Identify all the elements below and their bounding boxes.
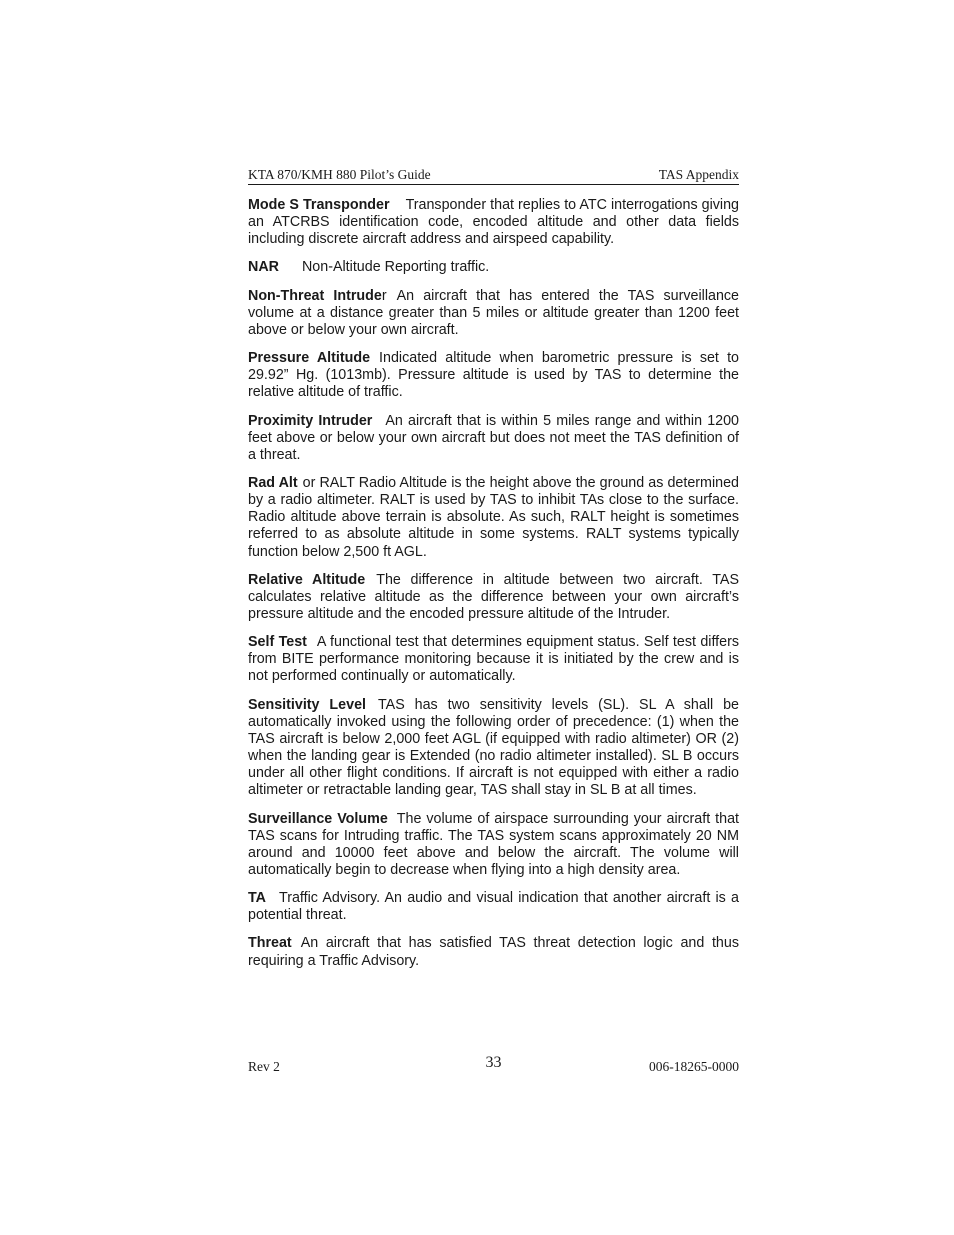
glossary-entry-threat xyxy=(248,935,739,969)
glossary-definition: Transponder that replies to ATC interrogations giving an ATCRBS identification code, encoded altitude and other data fields including discrete aircraft address and airspeed capability. xyxy=(248,197,739,248)
glossary-definition: Non-Altitude Reporting traffic. xyxy=(301,259,490,276)
glossary-term: Relative Altitude xyxy=(248,571,366,588)
glossary-term: NAR xyxy=(248,259,279,276)
glossary-entry-non-threat-intruder xyxy=(248,288,739,339)
glossary-term: Mode S Transponder xyxy=(248,197,390,213)
document-page xyxy=(248,0,739,1235)
glossary-term-tail: r xyxy=(381,287,387,304)
page-footer xyxy=(248,1054,739,1078)
page-number: 33 xyxy=(485,1054,502,1071)
glossary-entry-mode-s-transponder xyxy=(248,197,739,248)
glossary-term: Self Test xyxy=(248,634,307,651)
glossary-definition: An aircraft that has entered the TAS surveillance volume at a distance greater than 5 miles or altitude greater than 1200 feet above or below your own aircraft. xyxy=(248,287,739,338)
glossary-term: Surveillance Volume xyxy=(248,810,388,827)
document-number: 006-18265-0000 xyxy=(649,1059,739,1074)
glossary-body xyxy=(248,197,739,981)
glossary-definition: TAS has two sensitivity levels (SL). SL A shall be automatically invoked using the following order of precedence: (1) when the TAS aircraft is below 2,000 feet AGL (if equipped with radio altimeter) OR (2) when the landing gear is Extended (no radio altimeter installed). SL B occurs under all other flight conditions. If aircraft is not equipped with either a radio altimeter or retractable landing gear, TAS shall stay in SL B at all times. xyxy=(248,696,740,799)
glossary-entry-nar xyxy=(248,259,739,276)
glossary-term: TA xyxy=(248,890,266,907)
glossary-term: Threat xyxy=(248,935,292,952)
glossary-definition: Indicated altitude when barometric pressure is set to 29.92” Hg. (1013mb). Pressure altitude is used by TAS to determine the relative altitude of traffic. xyxy=(248,350,739,401)
glossary-entry-proximity-intruder xyxy=(248,413,739,464)
glossary-definition: An aircraft that is within 5 miles range and within 1200 feet above or below your own aircraft but does not meet the TAS definition of a threat. xyxy=(248,412,740,463)
glossary-definition: An aircraft that has satisfied TAS threat detection logic and thus requiring a Traffic Advisory. xyxy=(248,935,739,969)
glossary-term: Rad Alt xyxy=(248,475,298,492)
glossary-definition: The difference in altitude between two aircraft. TAS calculates relative altitude as the difference between your own aircraft’s pressure altitude and the encoded pressure altitude of the Intruder. xyxy=(248,571,739,622)
glossary-entry-rad-alt xyxy=(248,475,739,560)
glossary-entry-ta xyxy=(248,890,739,924)
glossary-entry-relative-altitude xyxy=(248,572,739,623)
glossary-entry-surveillance-volume xyxy=(248,811,739,879)
glossary-definition: Traffic Advisory. An audio and visual indication that another aircraft is a potential threat. xyxy=(248,890,739,924)
glossary-entry-self-test xyxy=(248,634,739,685)
glossary-entry-pressure-altitude xyxy=(248,350,739,401)
glossary-term: Non-Threat Intrude xyxy=(248,287,382,304)
glossary-definition: or RALT Radio Altitude is the height above the ground as determined by a radio altimeter. RALT is used by TAS to inhibit TAs close to the surface. Radio altitude above terrain is absolute. As such, RALT height is sometimes referred to as absolute altitude in some systems. RALT systems typically function below 2,500 ft AGL. xyxy=(248,475,739,560)
header-section: TAS Appendix xyxy=(658,167,739,182)
revision-label: Rev 2 xyxy=(248,1059,280,1074)
glossary-term: Sensitivity Level xyxy=(248,696,366,713)
glossary-entry-sensitivity-level xyxy=(248,697,739,800)
glossary-term: Pressure Altitude xyxy=(248,350,371,367)
glossary-definition: A functional test that determines equipment status. Self test differs from BITE performance monitoring because it is initiated by the crew and is not performed continually or automatically. xyxy=(248,634,739,685)
glossary-definition: The volume of airspace surrounding your aircraft that TAS scans for Intruding traffic. The TAS system scans approximately 20 NM around and 10000 feet above and below the aircraft. The volume will automatically begin to decrease when flying into a high density area. xyxy=(248,810,739,878)
glossary-term: Proximity Intruder xyxy=(248,412,373,429)
header-title: KTA 870/KMH 880 Pilot’s Guide xyxy=(248,167,431,182)
page-header xyxy=(248,166,739,185)
